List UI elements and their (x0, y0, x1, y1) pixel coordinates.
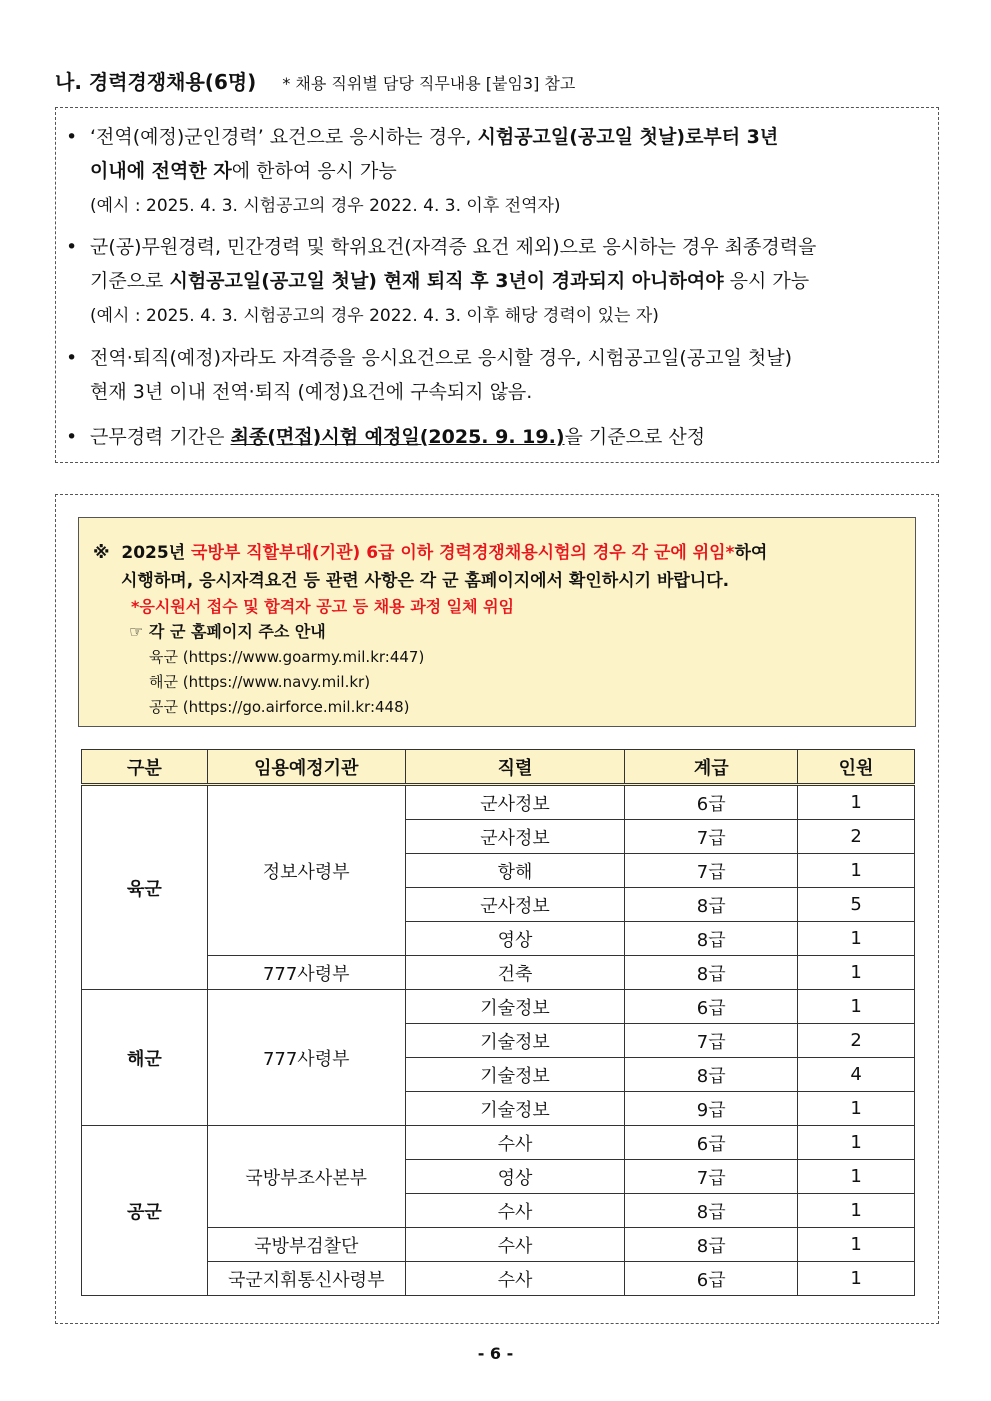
bullet-dot: • (66, 236, 78, 258)
count-cell: 4 (798, 1058, 915, 1092)
org-cell: 국방부조사본부 (207, 1126, 405, 1228)
series-cell: 기술정보 (405, 1092, 625, 1126)
count-cell: 1 (798, 1262, 915, 1296)
section-title: 나. 경력경쟁채용(6명) (55, 70, 257, 94)
series-cell: 수사 (405, 1262, 625, 1296)
bullet-bold-text: 최종(면접)시험 예정일(2025. 9. 19.) (230, 426, 565, 448)
series-cell: 군사정보 (405, 820, 625, 854)
notice-panel (78, 517, 916, 727)
grade-cell: 8급 (625, 956, 798, 990)
grade-cell: 8급 (625, 1194, 798, 1228)
notice-text: 하여 (734, 543, 768, 563)
header-cell: 구분 (82, 750, 208, 785)
count-cell: 1 (798, 1228, 915, 1262)
branch-cell: 육군 (82, 785, 208, 990)
section-note: * 채용 직위별 담당 직무내용 [붙임3] 참고 (282, 74, 576, 93)
series-cell: 건축 (405, 956, 625, 990)
page-number: - 6 - (477, 1344, 514, 1363)
count-cell: 5 (798, 888, 915, 922)
grade-cell: 8급 (625, 922, 798, 956)
grade-cell: 8급 (625, 888, 798, 922)
header-cell: 직렬 (405, 750, 625, 785)
bullet-bold-text: 시험공고일(공고일 첫날) 현재 퇴직 후 3년이 경과되지 아니하여야 (169, 270, 724, 292)
bullet-bold-text: 이내에 전역한 자 (90, 160, 232, 182)
org-cell: 정보사령부 (207, 785, 405, 956)
branch-cell: 공군 (82, 1126, 208, 1296)
bullet-civil-career (66, 230, 928, 333)
series-cell: 기술정보 (405, 990, 625, 1024)
series-cell: 기술정보 (405, 1024, 625, 1058)
army-homepage-link[interactable]: 육군 (https://www.goarmy.mil.kr:447) (149, 648, 425, 666)
notice-line-2: 시행하며, 응시자격요건 등 관련 사항은 각 군 홈페이지에서 확인하시기 바랍니다. (121, 571, 730, 591)
count-cell: 1 (798, 1126, 915, 1160)
bullet-text: 에 한하여 응시 가능 (231, 160, 397, 182)
series-cell: 항해 (405, 854, 625, 888)
bullet-text: 현재 3년 이내 전역·퇴직 (예정)요건에 구속되지 않음. (90, 381, 533, 403)
bullet-example: (예시 : 2025. 4. 3. 시험공고의 경우 2022. 4. 3. 이후 해당 경력이 있는 자) (90, 306, 659, 326)
header-cell: 임용예정기관 (207, 750, 405, 785)
count-cell: 1 (798, 922, 915, 956)
requirements-box (55, 107, 939, 463)
grade-cell: 6급 (625, 785, 798, 820)
notice-line-1 (93, 538, 767, 563)
bullet-example: (예시 : 2025. 4. 3. 시험공고의 경우 2022. 4. 3. 이후 전역자) (90, 196, 561, 216)
grade-cell: 8급 (625, 1058, 798, 1092)
bullet-text: ‘전역(예정)군인경력’ 요건으로 응시하는 경우, (90, 126, 478, 148)
notice-text: 2025년 (121, 543, 192, 563)
grade-cell: 6급 (625, 990, 798, 1024)
recruitment-table (81, 749, 915, 1296)
grade-cell: 6급 (625, 1126, 798, 1160)
series-cell: 군사정보 (405, 785, 625, 820)
table-row (82, 956, 915, 990)
count-cell: 1 (798, 956, 915, 990)
bullet-bold-text: 시험공고일(공고일 첫날)로부터 3년 (477, 126, 779, 148)
count-cell: 1 (798, 1092, 915, 1126)
bullet-text: 군(공)무원경력, 민간경력 및 학위요건(자격증 요건 제외)으로 응시하는 경우 최종경력을 (90, 236, 817, 258)
grade-cell: 9급 (625, 1092, 798, 1126)
count-cell: 1 (798, 1194, 915, 1228)
table-row (82, 1228, 915, 1262)
series-cell: 영상 (405, 922, 625, 956)
delegation-box (55, 494, 939, 1324)
count-cell: 1 (798, 785, 915, 820)
count-cell: 1 (798, 1160, 915, 1194)
notice-red-text: 국방부 직할부대(기관) 6급 이하 경력경쟁채용시험의 경우 각 군에 위임* (191, 543, 735, 563)
table-row (82, 990, 915, 1024)
table-row (82, 1262, 915, 1296)
grade-cell: 7급 (625, 820, 798, 854)
org-cell: 777사령부 (207, 956, 405, 990)
grade-cell: 6급 (625, 1262, 798, 1296)
reference-mark: ※ (93, 543, 110, 563)
bullet-text: 응시 가능 (723, 270, 810, 292)
org-cell: 국군지휘통신사령부 (207, 1262, 405, 1296)
homepage-guide-label: ☞ 각 군 홈페이지 주소 안내 (129, 622, 326, 641)
bullet-dot: • (66, 347, 78, 369)
header-cell: 계급 (625, 750, 798, 785)
table-row (82, 785, 915, 820)
bullet-dot: • (66, 126, 78, 148)
count-cell: 2 (798, 820, 915, 854)
count-cell: 2 (798, 1024, 915, 1058)
series-cell: 기술정보 (405, 1058, 625, 1092)
notice-footnote: *응시원서 접수 및 합격자 공고 등 채용 과정 일체 위임 (131, 597, 515, 616)
grade-cell: 8급 (625, 1228, 798, 1262)
series-cell: 군사정보 (405, 888, 625, 922)
airforce-homepage-link[interactable]: 공군 (https://go.airforce.mil.kr:448) (149, 698, 410, 716)
bullet-text: 을 기준으로 산정 (564, 426, 706, 448)
section-heading (55, 66, 575, 95)
bullet-period (66, 420, 928, 454)
table-row (82, 1126, 915, 1160)
bullet-certificate (66, 341, 928, 409)
grade-cell: 7급 (625, 1160, 798, 1194)
count-cell: 1 (798, 854, 915, 888)
branch-cell: 해군 (82, 990, 208, 1126)
grade-cell: 7급 (625, 1024, 798, 1058)
series-cell: 영상 (405, 1160, 625, 1194)
bullet-military-career (66, 120, 928, 223)
table-header-row (82, 750, 915, 785)
org-cell: 777사령부 (207, 990, 405, 1126)
bullet-text: 근무경력 기간은 (90, 426, 231, 448)
navy-homepage-link[interactable]: 해군 (https://www.navy.mil.kr) (149, 673, 371, 691)
header-cell: 인원 (798, 750, 915, 785)
series-cell: 수사 (405, 1126, 625, 1160)
bullet-dot: • (66, 426, 78, 448)
bullet-text: 기준으로 (90, 270, 170, 292)
org-cell: 국방부검찰단 (207, 1228, 405, 1262)
series-cell: 수사 (405, 1228, 625, 1262)
count-cell: 1 (798, 990, 915, 1024)
series-cell: 수사 (405, 1194, 625, 1228)
grade-cell: 7급 (625, 854, 798, 888)
bullet-text: 전역·퇴직(예정)자라도 자격증을 응시요건으로 응시할 경우, 시험공고일(공고일 첫날) (90, 347, 793, 369)
